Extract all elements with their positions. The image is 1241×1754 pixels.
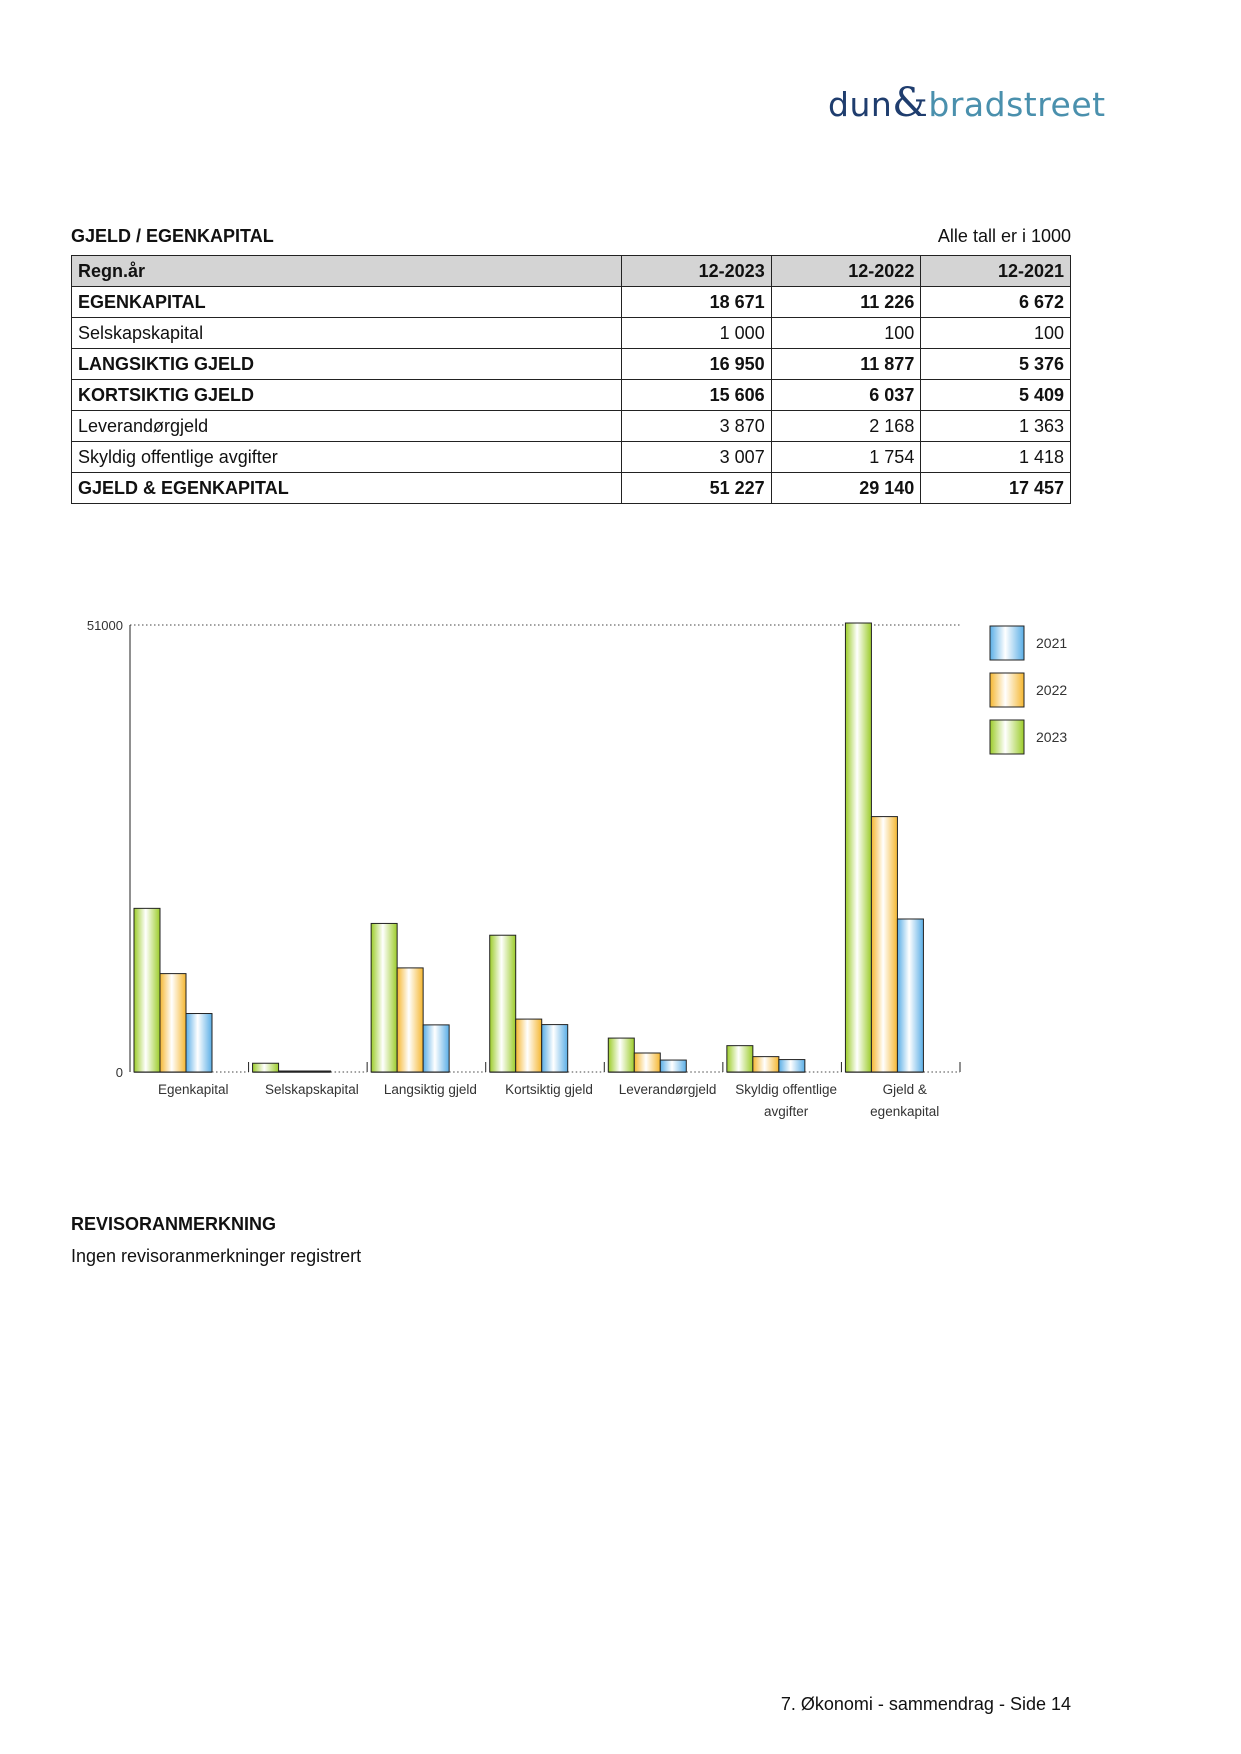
table-row xyxy=(72,287,1071,318)
row-value: 16 950 xyxy=(622,349,772,380)
row-value: 6 037 xyxy=(771,380,921,411)
header-2023: 12-2023 xyxy=(622,256,772,287)
row-value: 17 457 xyxy=(921,473,1071,504)
table-row xyxy=(72,380,1071,411)
bar-2023-2 xyxy=(371,923,397,1072)
row-value: 5 409 xyxy=(921,380,1071,411)
x-tick-label: Langsiktig gjeld xyxy=(383,1082,477,1097)
header-2021: 12-2021 xyxy=(921,256,1071,287)
bar-2021-0 xyxy=(186,1014,212,1072)
bar-2023-0 xyxy=(134,908,160,1072)
logo-part-bradstreet: bradstreet xyxy=(928,85,1106,124)
row-value: 1 754 xyxy=(771,442,921,473)
row-label: EGENKAPITAL xyxy=(72,287,622,318)
table-row xyxy=(72,318,1071,349)
legend-swatch-2021 xyxy=(990,626,1024,660)
x-tick-label: egenkapital xyxy=(870,1104,940,1119)
row-value: 1 418 xyxy=(921,442,1071,473)
table-row xyxy=(72,349,1071,380)
dun-bradstreet-logo xyxy=(828,80,1106,126)
row-label: Leverandørgjeld xyxy=(72,411,622,442)
legend-swatch-2023 xyxy=(990,720,1024,754)
table-row xyxy=(72,442,1071,473)
x-tick-label: Leverandørgjeld xyxy=(618,1082,717,1097)
table-header-row xyxy=(72,256,1071,287)
header-regnaar: Regn.år xyxy=(72,256,622,287)
row-label: KORTSIKTIG GJELD xyxy=(72,380,622,411)
legend-label-2021: 2021 xyxy=(1036,635,1068,651)
bar-2022-3 xyxy=(516,1019,542,1072)
revisor-note-text: Ingen revisoranmerkninger registrert xyxy=(71,1246,362,1266)
row-value: 2 168 xyxy=(771,411,921,442)
y-tick-label-max: 51000 xyxy=(86,618,123,633)
bar-2023-1 xyxy=(253,1063,279,1072)
y-tick-label-min: 0 xyxy=(115,1065,123,1080)
row-value: 11 226 xyxy=(771,287,921,318)
row-value: 5 376 xyxy=(921,349,1071,380)
table-row xyxy=(72,411,1071,442)
section-title-gjeld-egenkapital: GJELD / EGENKAPITAL xyxy=(71,226,274,246)
bar-2023-5 xyxy=(727,1046,753,1072)
row-label: LANGSIKTIG GJELD xyxy=(72,349,622,380)
legend-label-2023: 2023 xyxy=(1036,729,1068,745)
row-value: 100 xyxy=(921,318,1071,349)
bar-2021-5 xyxy=(779,1060,805,1072)
bar-2021-3 xyxy=(542,1025,568,1072)
row-value: 51 227 xyxy=(622,473,772,504)
row-value: 100 xyxy=(771,318,921,349)
legend-label-2022: 2022 xyxy=(1036,682,1068,698)
row-value: 11 877 xyxy=(771,349,921,380)
x-tick-label: Skyldig offentlige xyxy=(735,1082,838,1097)
bar-2022-2 xyxy=(397,968,423,1072)
row-label: GJELD & EGENKAPITAL xyxy=(72,473,622,504)
row-label: Skyldig offentlige avgifter xyxy=(72,442,622,473)
legend-swatch-2022 xyxy=(990,673,1024,707)
x-tick-label: Egenkapital xyxy=(158,1082,229,1097)
x-tick-label: Selskapskapital xyxy=(264,1082,359,1097)
bar-2023-3 xyxy=(490,935,516,1072)
row-value: 1 000 xyxy=(622,318,772,349)
row-value: 3 870 xyxy=(622,411,772,442)
row-value: 18 671 xyxy=(622,287,772,318)
row-value: 15 606 xyxy=(622,380,772,411)
row-label: Selskapskapital xyxy=(72,318,622,349)
bar-2022-5 xyxy=(753,1057,779,1072)
bar-2022-0 xyxy=(160,974,186,1072)
bar-2023-4 xyxy=(608,1038,634,1072)
financial-table xyxy=(71,255,1071,504)
row-value: 1 363 xyxy=(921,411,1071,442)
logo-part-dun: dun xyxy=(828,85,893,124)
table-row xyxy=(72,473,1071,504)
logo-ampersand: & xyxy=(892,80,929,126)
bar-2023-6 xyxy=(845,623,871,1072)
x-tick-label: Kortsiktig gjeld xyxy=(505,1082,593,1097)
bar-2022-1 xyxy=(279,1071,305,1072)
bar-2022-6 xyxy=(871,817,897,1072)
row-value: 29 140 xyxy=(771,473,921,504)
bar-2021-6 xyxy=(897,919,923,1072)
row-value: 3 007 xyxy=(622,442,772,473)
header-2022: 12-2022 xyxy=(771,256,921,287)
bar-2021-2 xyxy=(423,1025,449,1072)
x-tick-label: avgifter xyxy=(764,1104,809,1119)
bar-2021-1 xyxy=(305,1071,331,1072)
row-value: 6 672 xyxy=(921,287,1071,318)
x-tick-label: Gjeld & xyxy=(882,1082,927,1097)
balance-bar-chart xyxy=(60,600,1100,1140)
bar-2022-4 xyxy=(634,1053,660,1072)
section-title-revisoranmerkning: REVISORANMERKNING xyxy=(71,1214,277,1234)
bar-2021-4 xyxy=(660,1060,686,1072)
units-note: Alle tall er i 1000 xyxy=(937,226,1071,246)
page-footer: 7. Økonomi - sammendrag - Side 14 xyxy=(780,1694,1071,1714)
